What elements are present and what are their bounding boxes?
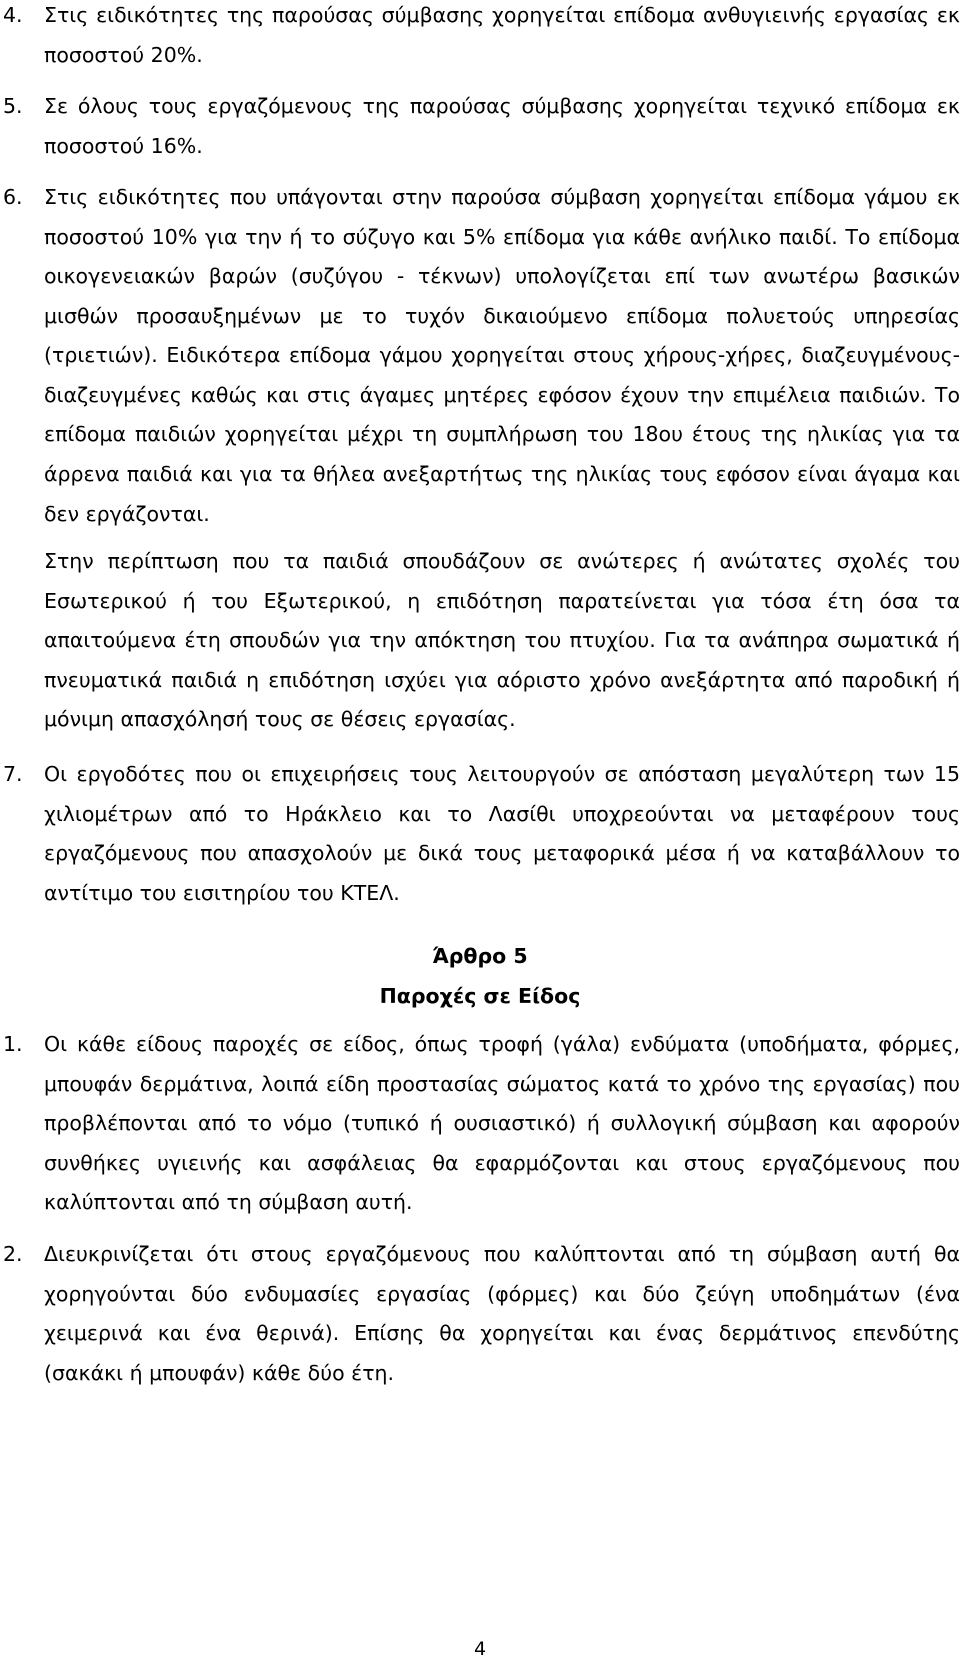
list-item-number: 7. [3,762,23,786]
paragraph: Στις ειδικότητες που υπάγονται στην παρούσα σύμβαση χορηγείται επίδομα γάμου εκ ποσοστού 10% για την ή το σύζυγο και 5% επίδομα για κάθε ανήλικο παιδί. Το επίδομα οικογενειακών βαρών (συζύγου - τέκνων) υπολογίζεται επί των ανωτέρω βασικών μισθών προσαυξημένων με το τυχόν δικαιούμενο επίδομα πολυετούς υπηρεσίας (τριετιών). Ειδικότερα επίδομα γάμου χορηγείται στους χήρους-χήρες, διαζευγμένους-διαζευγμένες καθώς και στις άγαμες μητέρες εφόσον έχουν την επιμέλεια παιδιών. Το επίδομα παιδιών χορηγείται μέχρι τη συμπλήρωση του 18ου έτους της ηλικίας για τα άρρενα παιδιά και για τα θήλεα ανεξαρτήτως της ηλικίας τους εφόσον είναι άγαμα και δεν εργάζονται. [44,185,960,526]
list-item-number: 2. [3,1242,23,1266]
list-item-text: Στις ειδικότητες της παρούσας σύμβασης χορηγείται επίδομα ανθυγιεινής εργασίας εκ ποσοστού 20%. [44,3,960,67]
list-item-text: Διευκρινίζεται ότι στους εργαζόμενους που καλύπτονται από τη σύμβαση αυτή θα χορηγούνται δύο ενδυμασίες εργασίας (φόρμες) και δύο ζεύγη υποδημάτων (ένα χειμερινά και ένα θερινά). Επίσης θα χορηγείται και ένας δερμάτινος επενδύτης (σακάκι ή μπουφάν) κάθε δύο έτη. [44,1242,960,1385]
list-item-text: Οι εργοδότες που οι επιχειρήσεις τους λειτουργούν σε απόσταση μεγαλύτερη των 15 χιλιομέτρων από το Ηράκλειο και το Λασίθι υποχρεούνται να μεταφέρουν τους εργαζόμενους που απασχολούν με δικά τους μεταφορικά μέσα ή να καταβάλλουν το αντίτιμο του εισιτηρίου του ΚΤΕΛ. [44,762,960,905]
list-item-number: 4. [3,3,23,27]
list-item-text: Σε όλους τους εργαζόμενους της παρούσας σύμβασης χορηγείται τεχνικό επίδομα εκ ποσοστού 16%. [44,94,960,158]
paragraph: Στην περίπτωση που τα παιδιά σπουδάζουν σε ανώτερες ή ανώτατες σχολές του Εσωτερικού ή του Εξωτερικού, η επιδότηση παρατείνεται για τόσα έτη όσα τα απαιτούμενα έτη σπουδών για την απόκτηση του πτυχίου. Για τα ανάπηρα σωματικά ή πνευματικά παιδιά η επιδότηση ισχύει για αόριστο χρόνο ανεξάρτητα από παροδική ή μόνιμη απασχόλησή τους σε θέσεις εργασίας. [44,549,960,732]
article-title: Παροχές σε Είδος [379,984,581,1008]
list-item-text [44,178,960,740]
list-item-number: 5. [3,94,23,118]
list-item-number: 1. [3,1032,23,1056]
list-item-number: 6. [3,185,23,209]
list-item-text: Οι κάθε είδους παροχές σε είδος, όπως τροφή (γάλα) ενδύματα (υποδήματα, φόρμες, μπουφάν δερμάτινα, λοιπά είδη προστασίας σώματος κατά το χρόνο της εργασίας) που προβλέπονται από το νόμο (τυπικό ή ουσιαστικό) ή συλλογική σύμβαση και αφορούν συνθήκες υγιεινής και ασφάλειας θα εφαρμόζονται και στους εργαζόμενους που καλύπτονται από τη σύμβαση αυτή. [44,1032,960,1215]
page-number: 4 [473,1638,487,1660]
article-number: Άρθρο 5 [432,944,528,968]
